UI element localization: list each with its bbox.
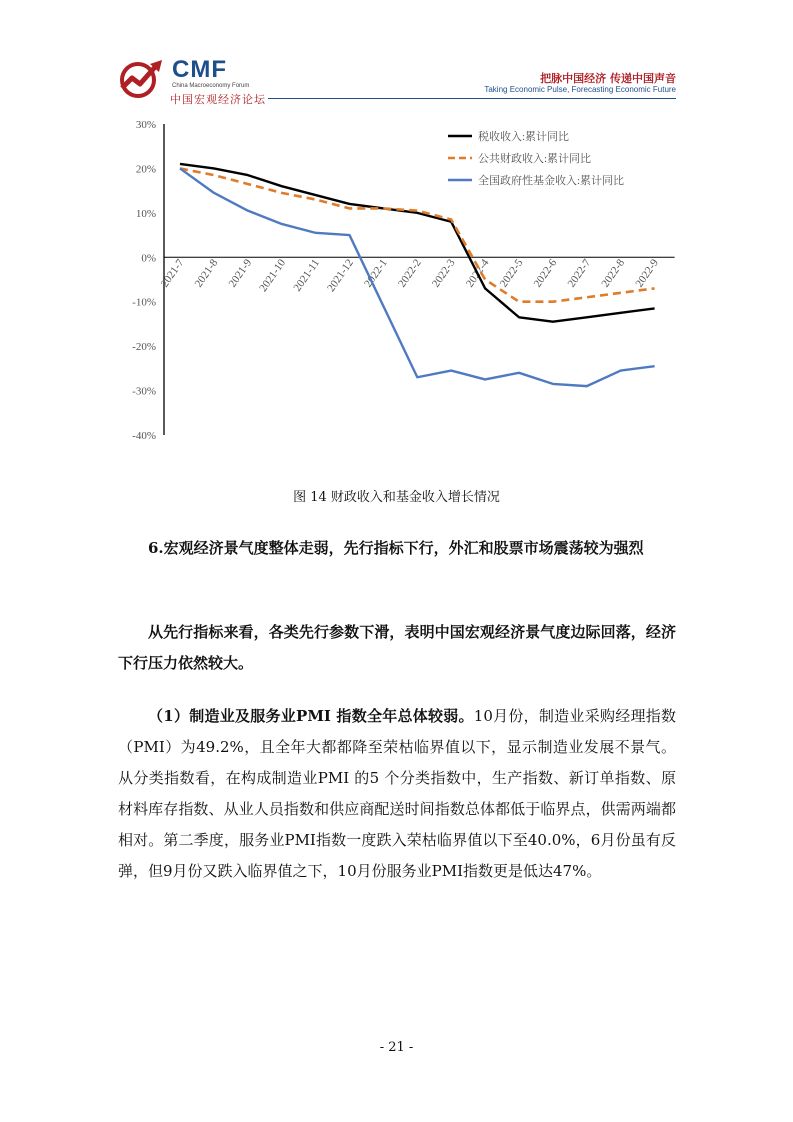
header-slogan: 把脉中国经济 传递中国声音 [540, 72, 676, 85]
page-number: - 21 - [379, 1040, 414, 1055]
x-tick-label: 2022-9 [633, 257, 662, 290]
x-tick-label: 2022-7 [565, 257, 594, 290]
x-tick-label: 2021-11 [291, 257, 323, 294]
x-tick-label: 2022-3 [429, 257, 458, 290]
header-tagline: Taking Economic Pulse, Forecasting Economic Future [484, 85, 676, 94]
legend-label: 全国政府性基金收入:累计同比 [478, 175, 625, 187]
y-tick-label: 10% [135, 207, 156, 220]
x-tick-label: 2022-4 [463, 257, 492, 290]
paragraph-leading-indicators: 从先行指标来看，各类先行参数下滑，表明中国宏观经济景气度边际回落，经济下行压力依然较大。 [118, 623, 676, 672]
series-line [180, 164, 655, 322]
x-tick-label: 2022-8 [599, 257, 628, 290]
x-tick-label: 2022-2 [396, 257, 424, 290]
cmf-logo-icon [118, 58, 166, 98]
x-tick-label: 2021-12 [325, 257, 356, 295]
logo-chinese-name: 中国宏观经济论坛 [170, 93, 266, 106]
y-tick-label: -20% [132, 341, 156, 354]
figure-caption: 图 14 财政收入和基金收入增长情况 [293, 490, 500, 505]
paragraph-pmi [118, 701, 676, 887]
x-tick-label: 2021-9 [226, 257, 255, 290]
y-tick-label: -40% [132, 430, 156, 442]
logo-text: CMF [172, 56, 227, 83]
revenue-growth-chart [116, 112, 676, 450]
y-tick-label: -30% [132, 385, 156, 398]
x-tick-label: 2021-7 [158, 257, 187, 290]
legend-label: 公共财政收入:累计同比 [478, 153, 592, 165]
logo-subtitle: China Macroeconomy Forum [172, 83, 250, 89]
x-tick-label: 2022-1 [362, 257, 390, 290]
y-tick-label: 0% [141, 252, 156, 265]
y-tick-label: 30% [135, 119, 156, 131]
paragraph-pmi-body: 10月份，制造业采购经理指数（PMI）为49.2%，且全年大都都降至荣枯临界值以下，显示制造业发展不景气。从分类指数看，在构成制造业PMI 的5 个分类指数中，生产指数、新订单指数、原材料库存指数、从业人员指数和供应商配送时间指数总体都低于临界点，供需两端都相对。第二季度，服务业PMI指数一度跌入荣枯临界值以下至40.0%，6月份虽有反弹，但9月份又跌入临界值之下，10月份服务业PMI指数更是低达47%。 [118, 707, 676, 880]
y-tick-label: -10% [132, 296, 156, 309]
x-tick-label: 2022-6 [531, 257, 560, 290]
paragraph-pmi-lead: （1）制造业及服务业PMI 指数全年总体较弱。 [148, 707, 474, 725]
x-tick-label: 2021-10 [257, 257, 289, 295]
x-tick-label: 2022-5 [497, 257, 526, 290]
x-tick-label: 2021-8 [192, 257, 221, 290]
legend-label: 税收收入:累计同比 [478, 131, 570, 143]
header-divider [268, 98, 676, 99]
section-heading: 6.宏观经济景气度整体走弱，先行指标下行，外汇和股票市场震荡较为强烈 [148, 539, 644, 557]
page-header [118, 56, 676, 106]
series-line [180, 168, 655, 301]
y-tick-label: 20% [135, 163, 156, 176]
chart-canvas [116, 112, 676, 450]
